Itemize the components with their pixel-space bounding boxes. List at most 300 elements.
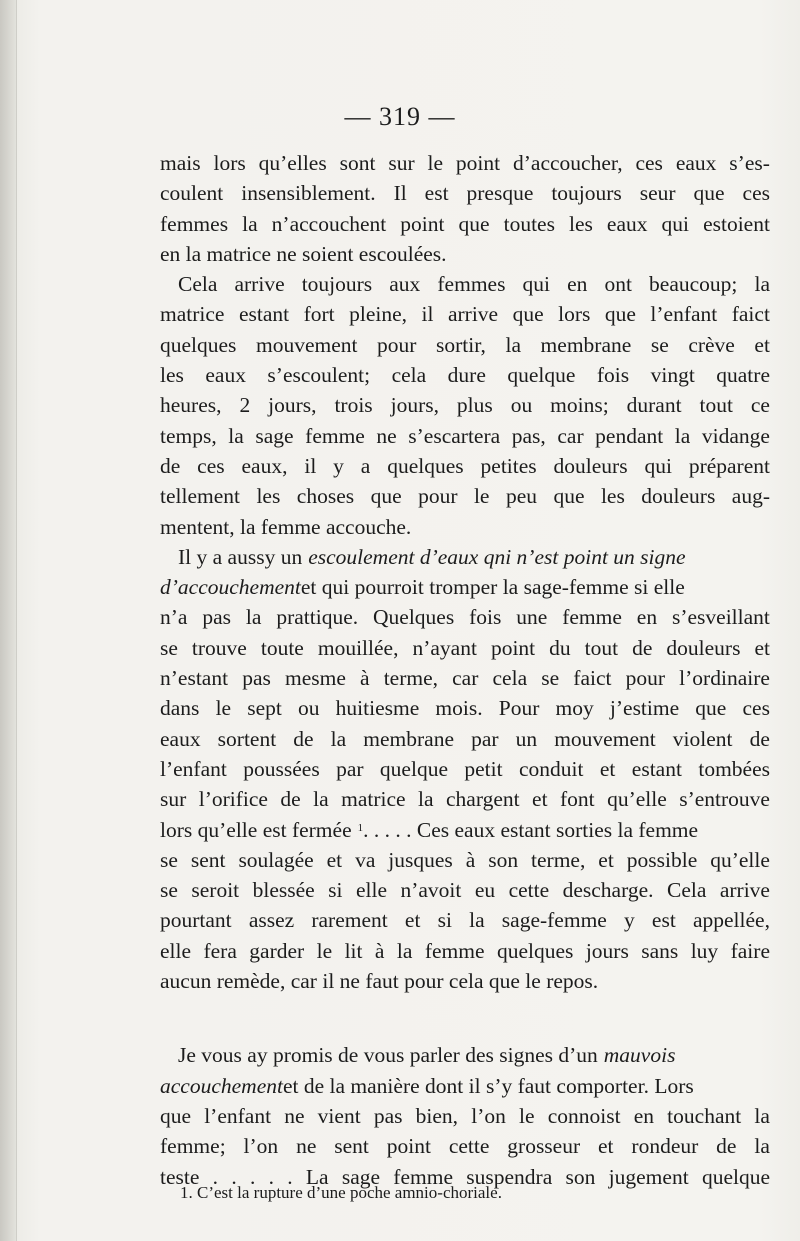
text-span: Je vous ay promis de vous parler des signes d’un	[178, 1043, 598, 1068]
word: pas	[202, 605, 232, 630]
word: assez	[248, 908, 295, 933]
body-text	[160, 148, 770, 1192]
word: descharge.	[562, 878, 654, 903]
word: arrive	[719, 878, 770, 903]
text-line	[160, 724, 770, 754]
word: trouve	[191, 635, 247, 660]
word: ces	[197, 453, 225, 478]
word: jusques	[388, 847, 453, 872]
word: eaux	[606, 211, 648, 236]
word: son	[488, 847, 519, 872]
text-line	[160, 663, 770, 693]
text-line	[160, 209, 770, 239]
text-line	[160, 875, 770, 905]
word: est	[424, 181, 449, 206]
word: Cela	[178, 272, 218, 297]
word: la	[330, 726, 347, 751]
word: arrive	[447, 302, 499, 327]
text-line	[160, 784, 770, 814]
word: de	[749, 726, 770, 751]
word: violent	[672, 726, 733, 751]
word: sortir,	[436, 332, 486, 357]
word: peu	[505, 484, 537, 509]
word: trois	[334, 393, 373, 418]
word: douleurs	[666, 635, 741, 660]
word: cette	[448, 1134, 490, 1159]
word: membrane	[363, 726, 455, 751]
word: chargent	[445, 787, 520, 812]
text-line	[160, 633, 770, 663]
word: s’escartera	[408, 423, 501, 448]
word: vingt	[650, 363, 695, 388]
word: seroit	[191, 878, 240, 903]
word: dure	[447, 363, 486, 388]
italic-text: mauvois	[603, 1043, 676, 1068]
word: à	[360, 666, 370, 691]
word: qui	[522, 272, 551, 297]
text-line	[160, 1131, 770, 1161]
word: qu’elles	[258, 151, 327, 175]
word: la	[754, 1134, 770, 1159]
text-line: mentent, la femme accouche.	[160, 514, 412, 539]
word: fera	[203, 938, 237, 963]
word: .	[231, 1164, 237, 1189]
word: femmes	[160, 211, 229, 236]
word: arrive	[234, 272, 285, 297]
text-line	[160, 330, 770, 360]
word: ces	[742, 696, 770, 721]
word: point	[400, 211, 445, 236]
word: terme,	[383, 666, 439, 691]
word: mois.	[435, 696, 483, 721]
text-line: aucun remède, car il ne faut pour cela que le repos.	[160, 969, 599, 994]
word: jours,	[390, 393, 439, 418]
word: en	[633, 1103, 655, 1128]
text-span: Il y a aussy un	[178, 544, 303, 569]
word: car	[452, 666, 479, 691]
text-line	[160, 360, 770, 390]
word: y	[333, 453, 344, 478]
text-span: . . . . . Ces eaux estant sorties la femme	[363, 817, 699, 842]
text-line	[160, 845, 770, 875]
word: si	[437, 908, 452, 933]
word: que	[160, 1103, 192, 1128]
word: cette	[508, 878, 550, 903]
word: choses	[296, 484, 355, 509]
word: suspendra	[466, 1164, 553, 1189]
word: qu’elle	[710, 847, 770, 872]
word: ou	[298, 696, 320, 721]
word: .	[287, 1164, 293, 1189]
word: que	[553, 484, 585, 509]
word: vidange	[701, 423, 770, 448]
word: crève	[688, 332, 735, 357]
word: sur	[160, 787, 187, 812]
word: et	[532, 787, 548, 812]
word: faict	[573, 666, 612, 691]
word: sage	[341, 1164, 381, 1189]
word: .	[212, 1164, 219, 1189]
word: l’ordinaire	[679, 666, 770, 691]
word: femme;	[160, 1134, 226, 1159]
section-gap	[160, 996, 770, 1040]
text-line	[160, 1101, 770, 1131]
word: la	[754, 1103, 770, 1128]
word: quatre	[716, 363, 770, 388]
word: en	[636, 605, 658, 630]
word: s’entrouve	[679, 787, 770, 812]
word: le	[519, 1103, 535, 1128]
word: l’on	[471, 1103, 506, 1128]
text-line	[160, 1040, 770, 1070]
text-line	[160, 602, 770, 632]
word: et	[326, 847, 343, 872]
word: mouvement	[255, 332, 358, 357]
word: tombées	[698, 756, 770, 781]
word: fois	[469, 605, 502, 630]
word: toujours	[551, 181, 622, 206]
word: par	[336, 756, 364, 781]
footnote-marker: 1	[357, 821, 364, 834]
word: vient	[317, 1103, 361, 1128]
word: un	[515, 726, 538, 751]
word: mouvement	[554, 726, 656, 751]
word: se	[541, 666, 560, 691]
word: pas,	[511, 423, 546, 448]
italic-text: d’accouchement	[160, 575, 301, 600]
page-number: — 319 —	[344, 102, 456, 131]
word: la	[418, 787, 434, 812]
word: pleine,	[349, 302, 408, 327]
word: toute	[260, 635, 304, 660]
word: douleurs	[641, 484, 716, 509]
word: mais	[160, 151, 201, 175]
word: ne	[376, 423, 397, 448]
word: n’ayant	[412, 635, 477, 660]
word: et	[598, 1134, 614, 1159]
word: lors	[213, 151, 246, 175]
word: eaux	[675, 151, 717, 175]
word: il	[421, 302, 434, 327]
word: coulent	[160, 181, 224, 206]
word: n’a	[160, 605, 188, 630]
word: pas	[242, 666, 271, 691]
word: eu	[474, 878, 496, 903]
text-line	[160, 572, 770, 602]
word: aug-	[731, 484, 770, 509]
word: mouillée,	[317, 635, 399, 660]
word: petites	[480, 453, 537, 478]
text-line	[160, 269, 770, 299]
word: toujours	[301, 272, 373, 297]
word: connoist	[547, 1103, 621, 1128]
word: moins;	[550, 393, 609, 418]
word: elle	[355, 878, 387, 903]
text-line	[160, 421, 770, 451]
text-line	[160, 148, 770, 178]
text-span: et qui pourroit tromper la sage-femme si elle	[300, 575, 685, 600]
word: moy	[555, 696, 594, 721]
word: si	[328, 878, 343, 903]
text-line	[160, 815, 770, 845]
word: il	[304, 453, 317, 478]
word: la	[245, 605, 262, 630]
word: temps,	[160, 423, 217, 448]
word: seur	[639, 181, 676, 206]
word: à	[374, 938, 385, 963]
word: terme,	[531, 847, 586, 872]
word: La	[305, 1164, 329, 1189]
word: préparent	[688, 453, 770, 478]
word: n’avoit	[400, 878, 462, 903]
word: dans	[160, 696, 200, 721]
text-line	[160, 542, 770, 572]
text-line	[160, 451, 770, 481]
word: tout	[699, 393, 733, 418]
word: femme	[393, 1164, 453, 1189]
word: matrice	[341, 787, 406, 812]
word: et	[754, 635, 770, 660]
word: sent	[334, 1134, 369, 1159]
word: heures,	[160, 393, 222, 418]
word: Cela	[666, 878, 707, 903]
word: cela	[391, 363, 427, 388]
word: que	[693, 181, 725, 206]
word: le	[427, 151, 444, 175]
text-line	[160, 936, 770, 966]
word: point	[386, 1134, 431, 1159]
word: se	[160, 635, 178, 660]
word: que	[458, 211, 490, 236]
word: femme	[562, 605, 622, 630]
word: et	[598, 847, 614, 872]
word: et	[754, 332, 770, 357]
word: la	[228, 423, 244, 448]
word: Pour	[498, 696, 540, 721]
word: insensiblement.	[241, 181, 376, 206]
text-span: lors qu’elle est fermée	[160, 817, 352, 842]
word: prattique.	[276, 605, 359, 630]
text-line	[160, 1071, 770, 1101]
word: du	[549, 635, 571, 660]
word: l’on	[243, 1134, 279, 1159]
word: blessée	[252, 878, 315, 903]
word: l’orifice	[198, 787, 268, 812]
word: va	[355, 847, 376, 872]
text-line: en la matrice ne soient escoulées.	[160, 241, 447, 266]
word: eaux,	[241, 453, 288, 478]
word: les	[160, 363, 184, 388]
word: que	[695, 696, 727, 721]
word: sage	[255, 423, 294, 448]
word: s’es-	[729, 151, 770, 175]
word: par	[471, 726, 499, 751]
word: et	[404, 908, 421, 933]
word: et	[599, 756, 616, 781]
word: poussées	[243, 756, 320, 781]
word: n’estant	[160, 666, 229, 691]
word: plus	[456, 393, 493, 418]
word: de	[632, 635, 653, 660]
word: de	[280, 787, 301, 812]
word: d’accoucher,	[513, 151, 623, 175]
word: rarement	[311, 908, 388, 933]
word: se	[160, 847, 178, 872]
word: huitiesme	[335, 696, 420, 721]
word: y	[624, 908, 635, 933]
word: s’esveillant	[671, 605, 770, 630]
word: luy	[690, 938, 719, 963]
word: quelque	[701, 1164, 770, 1189]
word: fort	[303, 302, 335, 327]
word: durant	[626, 393, 682, 418]
word: .	[268, 1164, 274, 1189]
word: 2	[239, 393, 251, 418]
italic-text: escoulement d’eaux qni n’est point un signe	[308, 544, 686, 569]
word: elle	[160, 938, 192, 963]
word: que	[370, 484, 402, 509]
word: que	[604, 302, 636, 327]
word: conduit	[518, 756, 584, 781]
word: ont	[604, 272, 632, 297]
word: lit	[344, 938, 363, 963]
word: eaux	[160, 726, 201, 751]
word: toutes	[503, 211, 555, 236]
word: teste	[160, 1164, 200, 1189]
word: femmes	[437, 272, 506, 297]
word: appellée,	[692, 908, 770, 933]
word: soulagée	[238, 847, 314, 872]
word: mesme	[284, 666, 346, 691]
word: ou	[510, 393, 533, 418]
word: est	[651, 908, 676, 933]
word: sept	[247, 696, 282, 721]
word: qu’elle	[607, 787, 667, 812]
word: tout	[584, 635, 619, 660]
word: beaucoup;	[649, 272, 738, 297]
word: sortent	[217, 726, 277, 751]
word: quelques	[160, 332, 237, 357]
word: grosseur	[507, 1134, 581, 1159]
word: a	[360, 453, 371, 478]
word: jours	[585, 938, 629, 963]
word: quelque	[507, 363, 576, 388]
word: douleurs	[553, 453, 628, 478]
word: les	[600, 484, 625, 509]
word: l’enfant	[650, 302, 718, 327]
text-line	[160, 299, 770, 329]
word: estant	[631, 756, 682, 781]
word: car	[557, 423, 584, 448]
text-line	[160, 693, 770, 723]
footnote: 1. C’est la rupture d’une poche amnio-choriale.	[180, 1183, 502, 1202]
word: la	[313, 787, 329, 812]
word: estoient	[703, 211, 770, 236]
word: le	[215, 696, 232, 721]
text-line	[160, 905, 770, 935]
word: jours,	[268, 393, 317, 418]
word: jugement	[608, 1164, 689, 1189]
word: pour	[377, 332, 417, 357]
word: presque	[466, 181, 534, 206]
word: une	[516, 605, 548, 630]
word: l’enfant	[204, 1103, 272, 1128]
word: la	[505, 332, 521, 357]
text-line	[160, 754, 770, 784]
word: la	[396, 938, 413, 963]
word: possible	[626, 847, 698, 872]
word: .	[249, 1164, 256, 1189]
text-line	[160, 178, 770, 208]
word: le	[316, 938, 333, 963]
word: cela	[492, 666, 528, 691]
word: qui	[661, 211, 690, 236]
word: les	[569, 211, 593, 236]
word: sur	[388, 151, 415, 175]
word: ne	[296, 1134, 317, 1159]
word: faire	[730, 938, 770, 963]
word: son	[565, 1164, 596, 1189]
word: de	[716, 1134, 737, 1159]
word: quelques	[387, 453, 464, 478]
word: de	[293, 726, 314, 751]
word: tellement	[160, 484, 240, 509]
word: sage-femme	[501, 908, 607, 933]
text-span: et de la manière dont il s’y faut comporter. Lors	[282, 1073, 694, 1098]
word: membrane	[540, 332, 632, 357]
word: estant	[238, 302, 290, 327]
word: les	[256, 484, 281, 509]
word: garder	[249, 938, 305, 963]
text-line	[160, 390, 770, 420]
word: qui	[644, 453, 672, 478]
word: ne	[284, 1103, 305, 1128]
word: point	[490, 635, 536, 660]
word: quelques	[496, 938, 574, 963]
word: Quelques	[373, 605, 455, 630]
word: le	[473, 484, 490, 509]
word: sans	[641, 938, 679, 963]
word: bien,	[415, 1103, 459, 1128]
word: fois	[596, 363, 630, 388]
word: sent	[190, 847, 226, 872]
word: se	[160, 878, 178, 903]
word: point	[455, 151, 501, 175]
word: pour	[418, 484, 458, 509]
word: ces	[742, 181, 770, 206]
word: matrice	[160, 302, 225, 327]
word: j’estime	[609, 696, 680, 721]
word: touchant	[667, 1103, 742, 1128]
word: Il	[393, 181, 407, 206]
word: de	[160, 453, 181, 478]
word: la	[674, 423, 691, 448]
word: pas	[373, 1103, 403, 1128]
word: quelque	[379, 756, 448, 781]
word: ce	[750, 393, 770, 418]
word: pourtant	[160, 908, 232, 933]
word: rondeur	[631, 1134, 699, 1159]
word: à	[465, 847, 476, 872]
word: en	[567, 272, 588, 297]
word: l’enfant	[160, 756, 227, 781]
word: la	[754, 272, 770, 297]
word: ces	[635, 151, 663, 175]
word: lors	[558, 302, 591, 327]
word: sont	[339, 151, 376, 175]
word: petit	[464, 756, 503, 781]
italic-text: accouchement	[160, 1073, 283, 1098]
